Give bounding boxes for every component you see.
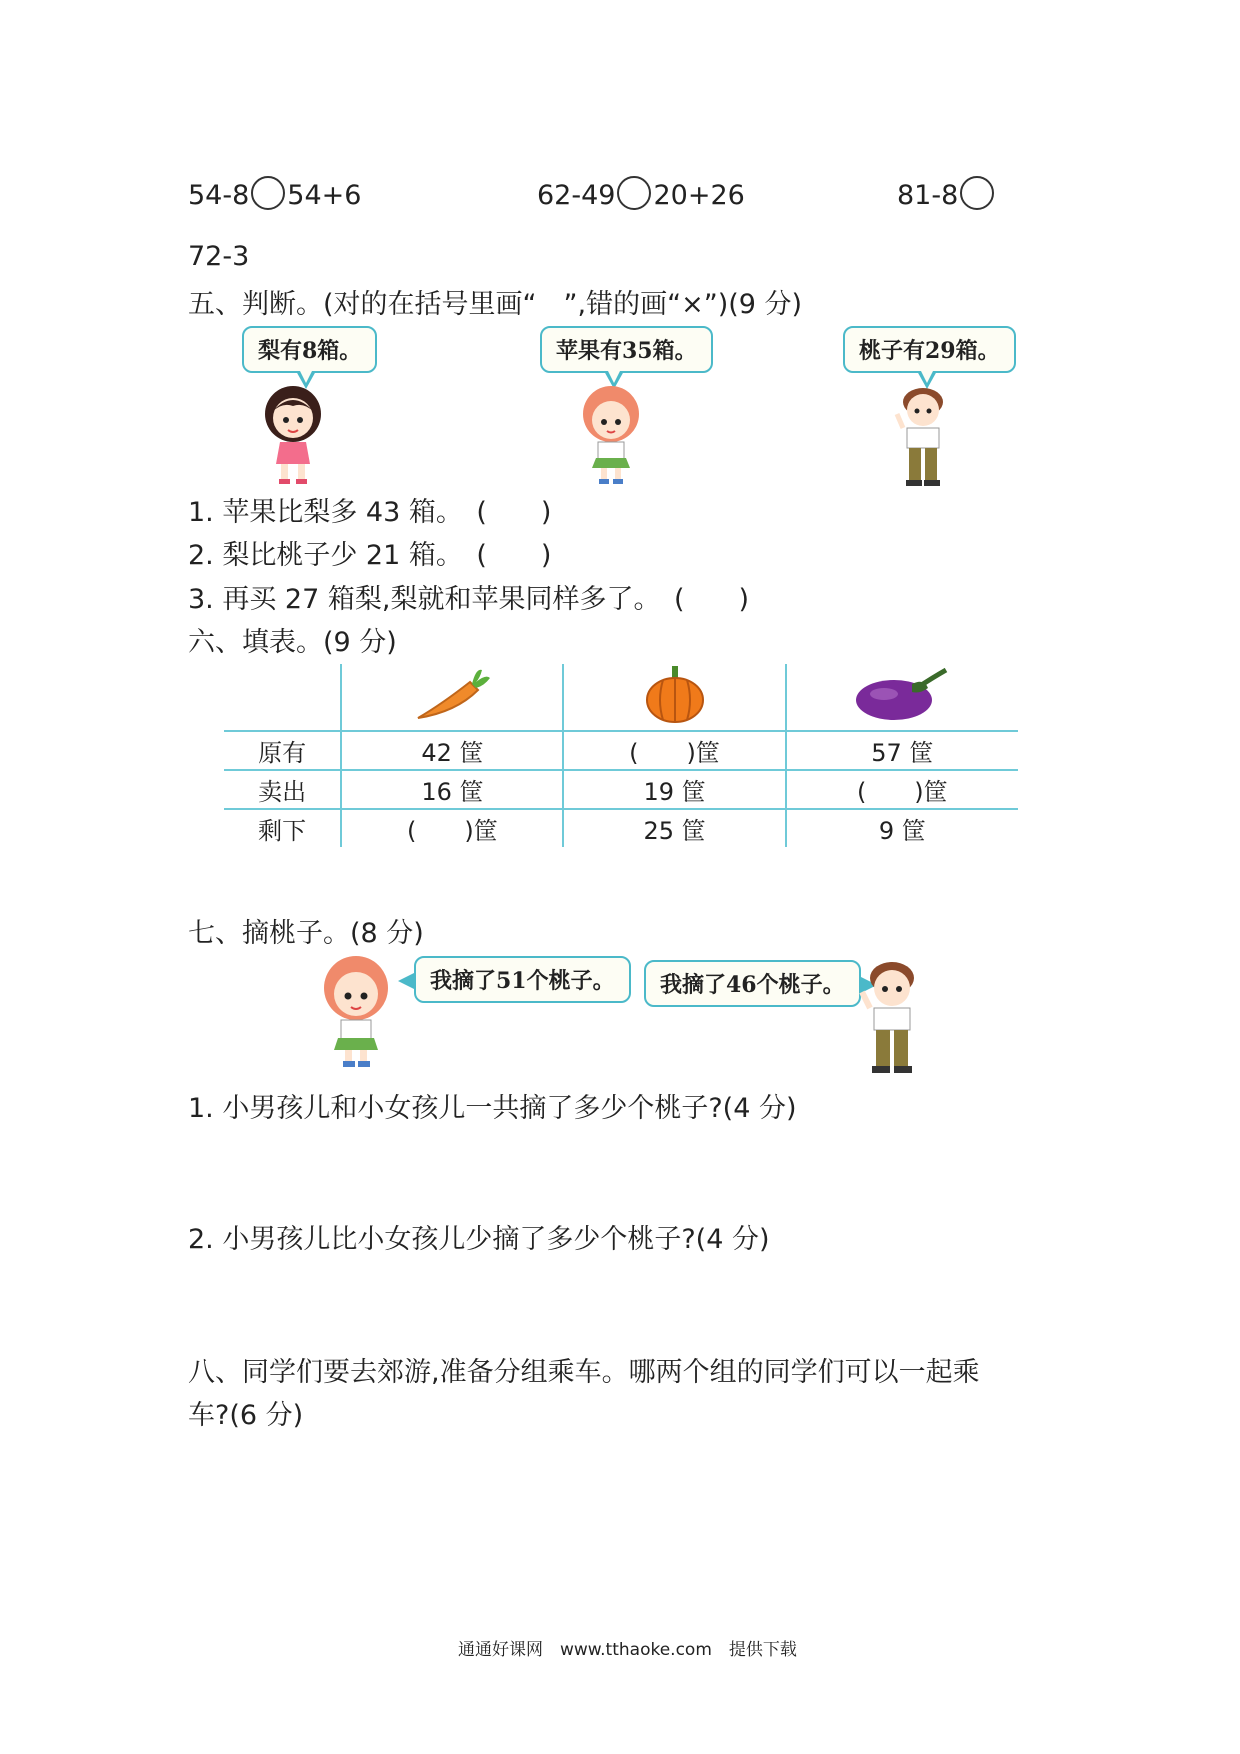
answer-cell[interactable]: ( )筐 bbox=[786, 770, 1018, 809]
judge-item-1: 1. 苹果比梨多 43 箱。 ( ) bbox=[188, 497, 552, 528]
bubble-pear-text: 梨有8箱。 bbox=[258, 338, 362, 364]
section8-line2: 车?(6 分) bbox=[188, 1400, 304, 1431]
compare-circle-2[interactable] bbox=[617, 176, 651, 210]
bubble-boy-text: 我摘了46个桃子。 bbox=[660, 972, 845, 998]
table-row bbox=[224, 731, 1018, 770]
pumpkin-icon bbox=[643, 664, 707, 724]
compare-2-left: 62-49 bbox=[537, 180, 616, 211]
table-row bbox=[224, 809, 1018, 847]
pumpkin-cell bbox=[563, 664, 785, 731]
judge-item-3: 3. 再买 27 箱梨,梨就和苹果同样多了。 ( ) bbox=[188, 584, 750, 615]
bubble-peach-text: 桃子有29箱。 bbox=[859, 338, 1000, 364]
bubble-girl bbox=[414, 956, 631, 1003]
table-header-row bbox=[224, 664, 1018, 731]
row-label: 剩下 bbox=[258, 817, 307, 845]
eggplant-icon bbox=[854, 664, 950, 724]
question-2: 2. 小男孩儿比小女孩儿少摘了多少个桃子?(4 分) bbox=[188, 1224, 770, 1255]
compare-circle-1[interactable] bbox=[251, 176, 285, 210]
section6-title: 六、填表。(9 分) bbox=[188, 627, 397, 658]
judge-item-2: 2. 梨比桃子少 21 箱。 ( ) bbox=[188, 540, 552, 571]
compare-3-right: 72-3 bbox=[188, 241, 250, 272]
compare-1-left: 54-8 bbox=[188, 180, 250, 211]
table-corner bbox=[224, 664, 341, 731]
compare-3-left: 81-8 bbox=[897, 180, 959, 211]
answer-cell[interactable]: ( )筐 bbox=[341, 809, 563, 847]
cell: 19 筐 bbox=[563, 770, 785, 809]
cell: 42 筐 bbox=[341, 731, 563, 770]
row-label: 卖出 bbox=[224, 770, 341, 809]
row-label: 原有 bbox=[224, 731, 341, 770]
fill-table bbox=[224, 664, 1018, 847]
carrot-icon bbox=[412, 664, 492, 724]
boy-icon-2 bbox=[858, 958, 926, 1076]
cell: 16 筐 bbox=[341, 770, 563, 809]
bubble-apple-text: 苹果有35箱。 bbox=[556, 338, 697, 364]
compare-item-3 bbox=[897, 176, 996, 213]
carrot-cell bbox=[341, 664, 563, 731]
section5-title: 五、判断。(对的在括号里画“ ”,错的画“×”)(9 分) bbox=[188, 289, 803, 320]
bubble-girl-text: 我摘了51个桃子。 bbox=[430, 968, 615, 994]
girl-dark-hair-icon bbox=[258, 384, 328, 486]
compare-item-2 bbox=[537, 176, 745, 213]
eggplant-cell bbox=[786, 664, 1018, 731]
boy-icon bbox=[893, 384, 953, 488]
section8-line1: 八、同学们要去郊游,准备分组乘车。哪两个组的同学们可以一起乘 bbox=[188, 1357, 980, 1388]
section7-title: 七、摘桃子。(8 分) bbox=[188, 918, 424, 949]
bubble-apple bbox=[540, 326, 713, 373]
bubble-peach bbox=[843, 326, 1016, 373]
footer-text: 通通好课网 www.tthaoke.com 提供下载 bbox=[458, 1640, 797, 1660]
bubble-boy bbox=[644, 960, 861, 1007]
compare-item-1 bbox=[188, 176, 361, 213]
compare-2-right: 20+26 bbox=[653, 180, 745, 211]
girl-red-hair-icon-2 bbox=[318, 954, 394, 1070]
compare-1-right: 54+6 bbox=[287, 180, 362, 211]
compare-circle-3[interactable] bbox=[960, 176, 994, 210]
cell: 57 筐 bbox=[786, 731, 1018, 770]
answer-cell[interactable]: ( )筐 bbox=[563, 731, 785, 770]
girl-red-hair-icon bbox=[578, 384, 644, 486]
table-row bbox=[224, 770, 1018, 809]
bubble-pear bbox=[242, 326, 377, 373]
cell: 25 筐 bbox=[563, 809, 785, 847]
question-1: 1. 小男孩儿和小女孩儿一共摘了多少个桃子?(4 分) bbox=[188, 1093, 797, 1124]
cell: 9 筐 bbox=[786, 809, 1018, 847]
